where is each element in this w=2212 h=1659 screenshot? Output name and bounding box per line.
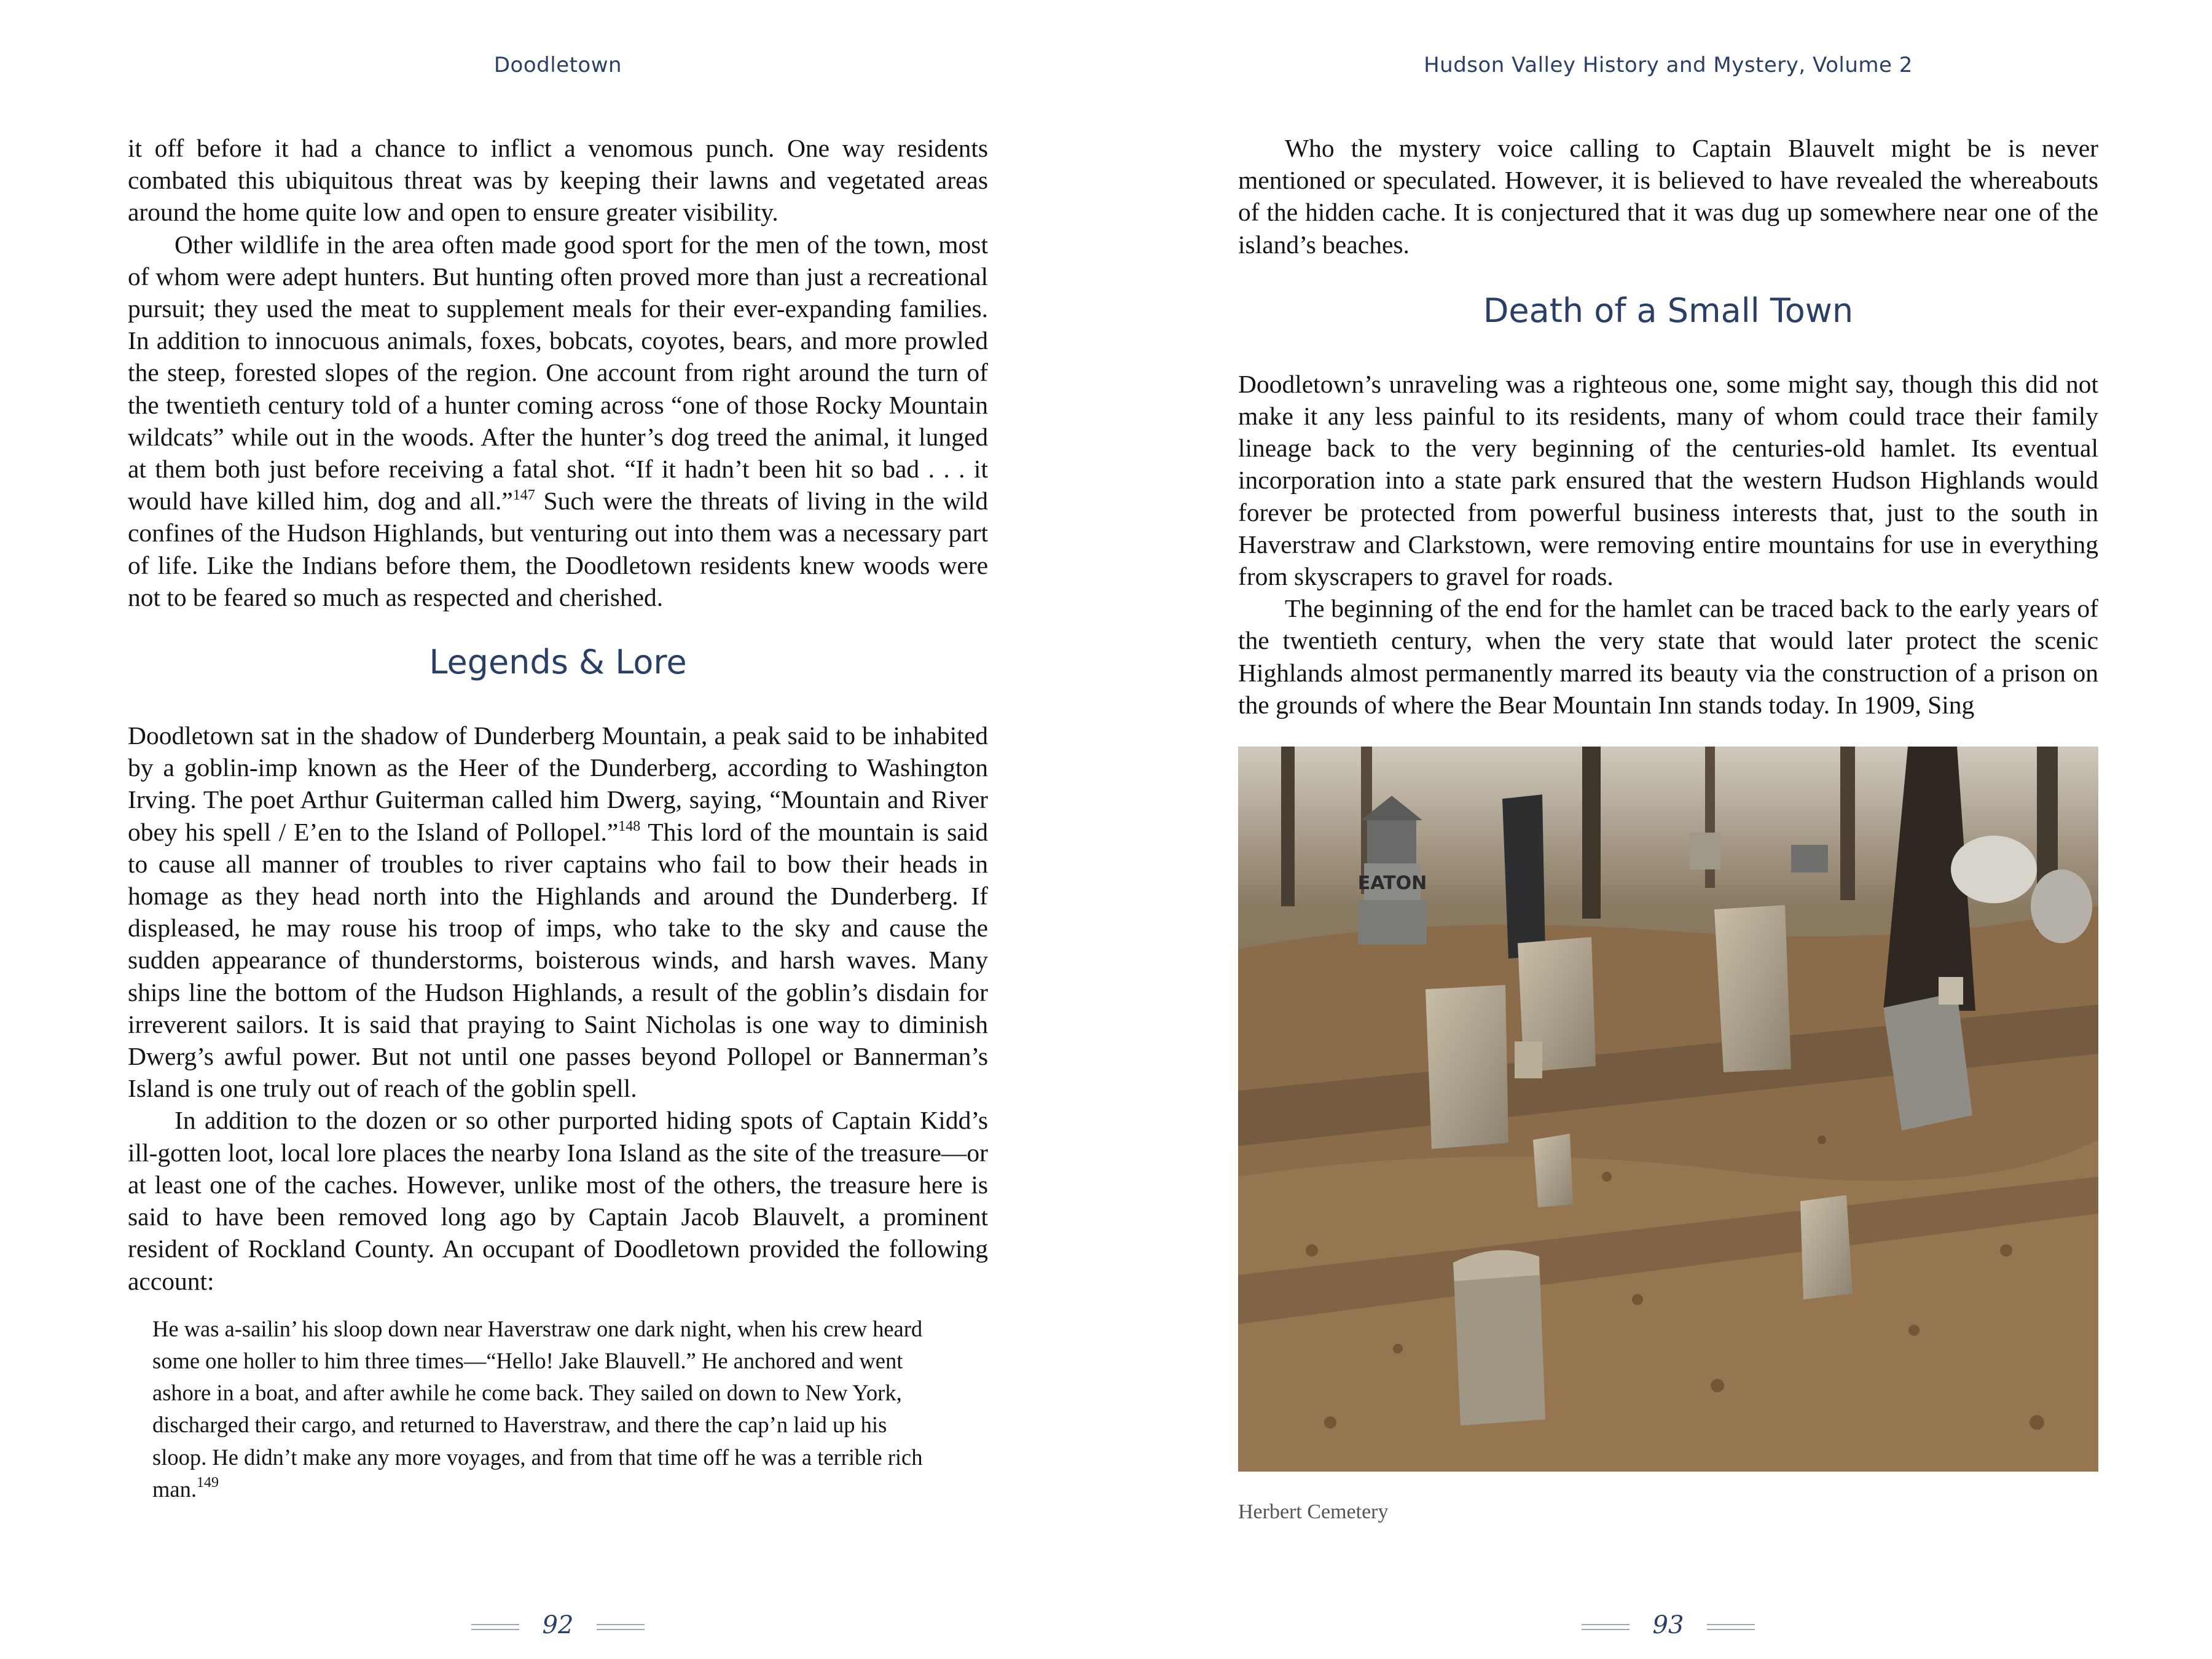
page-number-left: 92 [128,1611,988,1639]
folio-rule [1707,1624,1755,1630]
folio-rule [597,1624,645,1630]
paragraph: In addition to the dozen or so other purported hiding spots of Captain Kidd’s ill-gotten loot, local lore places the nearby Iona Island as the site of the treasure—or at least one of the caches. However, unlike most of the others, the treasure here is said to have been removed long ago by Captain Jacob Blauvelt, a prominent resident of Rockland County. An occupant of Doodletown provided the following account: [128,1106,988,1295]
folio-rule [1582,1624,1630,1630]
left-body-text [128,132,988,1505]
paragraph: it off before it had a chance to inflict a venomous punch. One way residents combated this ubiquitous threat was by keeping their lawns and vegetated areas around the home quite low and open to ensure greater visibility. [128,134,988,227]
footnote-ref-149: 149 [196,1474,219,1491]
photo-caption: Herbert Cemetery [1238,1500,1389,1523]
section-heading-death-of-a-small-town: Death of a Small Town [1483,291,1854,330]
left-page [128,0,988,1659]
running-head-left: Doodletown [493,53,622,77]
quote-text: He was a-sailin’ his sloop down near Haverstraw one dark night, when his crew heard some one holler to him three times—“Hello! Jake Blauvell.” He anchored and went ashore in a boat, and after awhile he come back. They sailed on down to New York, discharged their cargo, and returned to Haverstraw, and there the cap’n laid up his sloop. He didn’t make any more voyages, and from that time off he was a terrible rich man.$^{149}$ [152,1316,923,1502]
paragraph: The beginning of the end for the hamlet can be traced back to the early years of the twentieth century, when the very state that would later protect the scenic Highlands almost permanently marred its beauty via the construction of a prison on the grounds of where the Bear Mountain Inn stands today. In 1909, Sing [1238,594,2098,719]
page-number-right: 93 [1238,1611,2098,1639]
folio-rule [471,1624,519,1630]
cemetery-photo [1238,747,2098,1472]
eaton-inscription: EATON [1357,873,1427,894]
paragraph: Doodletown sat in the shadow of Dunderberg Mountain, a peak said to be inhabited by a goblin-imp known as the Heer of the Dunderberg, according to Washington Irving. The poet Arthur Guiterman called him Dwerg, saying, “Mountain and River obey his spell / E’en to the Island of Pollopel.”$^{148}$ This lord of the mountain is said to cause all manner of troubles to river captains who fail to bow their heads in homage as they head north into the Highlands and around the Dunderberg. If displeased, he may rouse his troop of imps, who take to the sky and cause the sudden appearance of thunderstorms, boisterous winds, and harsh waves. Many ships line the bottom of the Hudson Highlands, a result of the goblin’s disdain for irreverent sailors. It is said that praying to Saint Nicholas is one way to diminish Dwerg’s awful power. But not until one passes beyond Pollopel or Bannerman’s Island is one truly out of reach of the goblin spell. [128,721,988,1103]
footnote-ref-148: 148 [618,818,641,834]
paragraph: Who the mystery voice calling to Captain Blauvelt might be is never mentioned or speculated. However, it is believed to have revealed the whereabouts of the hidden cache. It is conjectured that it was dug up somewhere near one of the island’s beaches. [1238,134,2098,259]
right-page [1238,0,2098,1659]
footnote-ref-147: 147 [512,487,535,504]
block-quote [152,1313,939,1505]
running-head-right: Hudson Valley History and Mystery, Volume 2 [1424,53,1913,77]
paragraph: Other wildlife in the area often made good sport for the men of the town, most of whom were adept hunters. But hunting often proved more than just a recreational pursuit; they used the meat to supplement meals for their ever-expanding families. In addition to innocuous animals, foxes, bobcats, coyotes, bears, and more prowled the steep, forested slopes of the region. One account from right around the turn of the twentieth century told of a hunter coming across “one of those Rocky Mountain wildcats” while out in the woods. After the hunter’s dog treed the animal, it lunged at them both just before receiving a fatal shot. “If it hadn’t been hit so bad . . . it would have killed him, dog and all.”$^{147}$ Such were the threats of living in the wild confines of the Hudson Highlands, but venturing out into them was a necessary part of life. Like the Indians before them, the Doodletown residents knew woods were not to be feared so much as respected and cherished. [128,230,989,611]
right-body-text [1238,132,2098,721]
section-heading-legends-lore: Legends & Lore [429,643,687,682]
paragraph: Doodletown’s unraveling was a righteous one, some might say, though this did not make it any less painful to its residents, many of whom could trace their family lineage back to the very beginning of the centuries-old hamlet. Its eventual incorporation into a state park ensured that the western Hudson Highlands would forever be protected from powerful business interests that, just to the south in Haverstraw and Clarkstown, were removing entire mountains for use in everything from skyscrapers to gravel for roads. [1238,369,2098,591]
